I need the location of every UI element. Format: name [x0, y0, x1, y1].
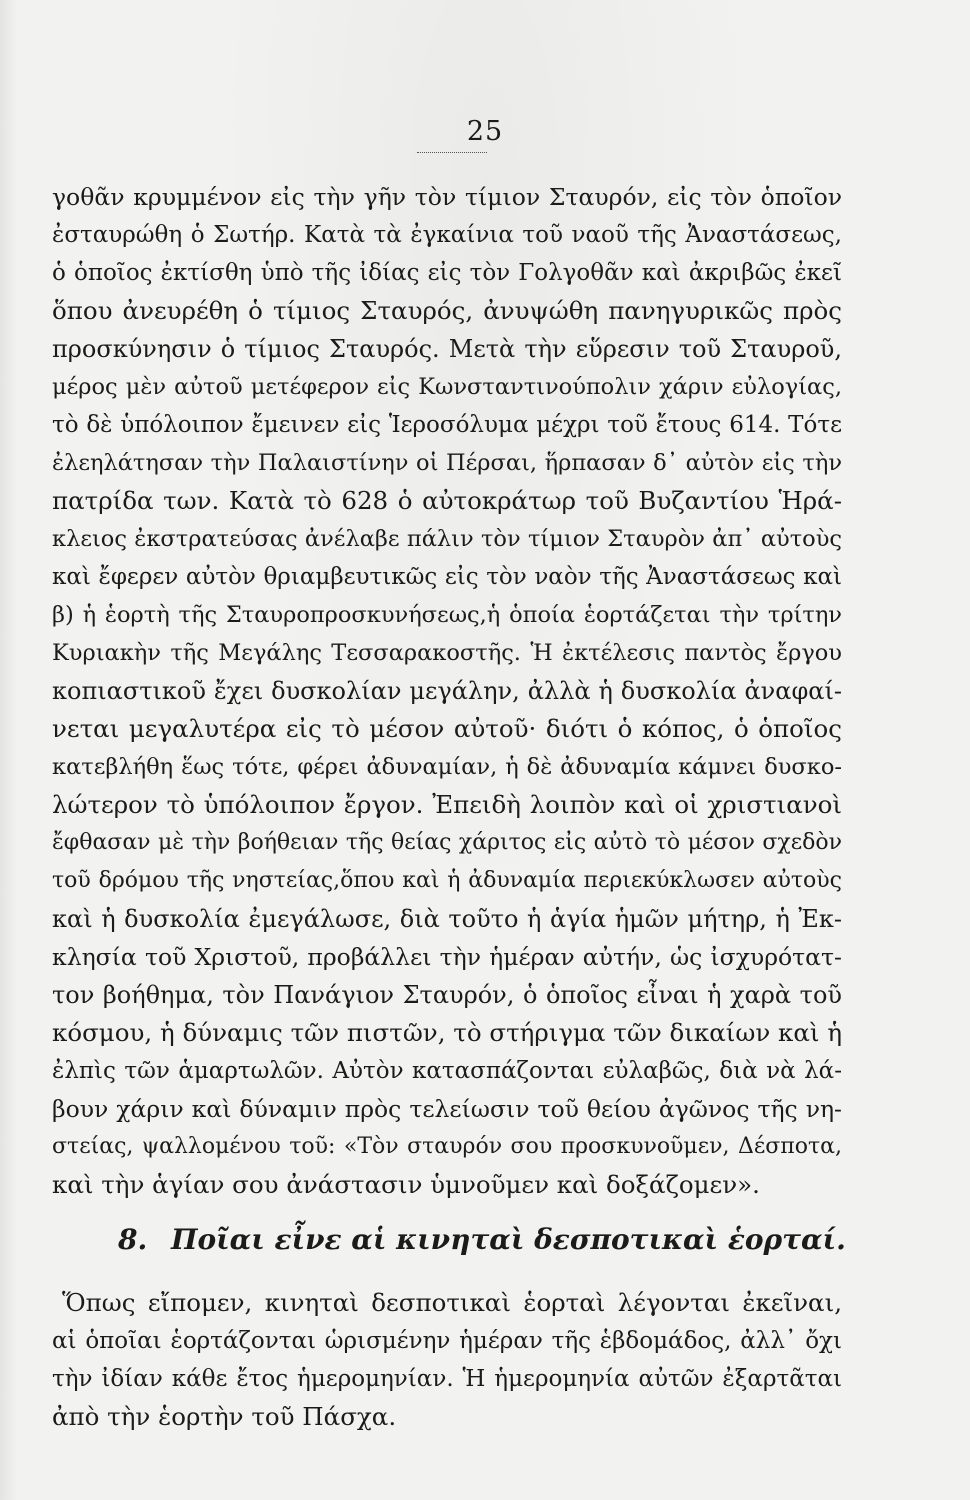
text-line: γοθᾶν κρυμμένον εἰς τὴν γῆν τὸν τίμιον Σταυρόν, εἰς τὸν ὁποῖον — [52, 183, 842, 211]
text-line: τὴν ἰδίαν κάθε ἔτος ἡμερομηνίαν. Ἡ ἡμερομηνία αὐτῶν ἐξαρτᾶται — [52, 1366, 842, 1392]
text-line: λώτερον τὸ ὑπόλοιπον ἔργον. Ἐπειδὴ λοιπὸν καὶ οἱ χριστιανοὶ — [52, 790, 842, 819]
text-line: ὁ ὁποῖος ἐκτίσθη ὑπὸ τῆς ἰδίας εἰς τὸν Γολγοθᾶν καὶ ἀκριβῶς ἐκεῖ — [52, 260, 842, 286]
page-number-rule — [417, 152, 487, 153]
text-line: βουν χάριν καὶ δύναμιν πρὸς τελείωσιν τοῦ θείου ἀγῶνος τῆς νη- — [52, 1095, 842, 1123]
text-line: καὶ τὴν ἁγίαν σου ἀνάστασιν ὑμνοῦμεν καὶ δοξάζομεν». — [52, 1170, 760, 1199]
text-line: προσκύνησιν ὁ τίμιος Σταυρός. Μετὰ τὴν εὕρεσιν τοῦ Σταυροῦ, — [52, 335, 842, 363]
section-title: Ποῖαι εἶνε αἱ κινηταὶ δεσποτικαὶ ἑορταί. — [170, 1223, 846, 1256]
text-line: τοῦ δρόμου τῆς νηστείας,ὅπου καὶ ἡ ἀδυναμία περιεκύκλωσεν αὐτοὺς — [52, 868, 842, 893]
text-line: καὶ ἡ δυσκολία ἐμεγάλωσε, διὰ τοῦτο ἡ ἁγία ἡμῶν μήτηρ, ἡ Ἐκ- — [52, 905, 842, 933]
text-line: ἀπὸ τὴν ἑορτὴν τοῦ Πάσχα. — [52, 1402, 397, 1431]
text-line: ἐλπὶς τῶν ἁμαρτωλῶν. Αὐτὸν κατασπάζονται εὐλαβῶς, διὰ νὰ λά- — [52, 1058, 842, 1084]
text-line: β) ἡ ἑορτὴ τῆς Σταυροπροσκυνήσεως,ἡ ὁποία ἑορτάζεται τὴν τρίτην — [52, 602, 842, 628]
text-line: ὅπου ἀνευρέθη ὁ τίμιος Σταυρός, ἀνυψώθη πανηγυρικῶς πρὸς — [52, 296, 842, 325]
text-line: Κυριακὴν τῆς Μεγάλης Τεσσαρακοστῆς. Ἡ ἐκτέλεσις παντὸς ἔργου — [52, 640, 842, 666]
text-line: κατεβλήθη ἕως τότε, φέρει ἀδυναμίαν, ἡ δὲ ἀδυναμία κάμνει δυσκο- — [52, 754, 842, 780]
text-line: ἔφθασαν μὲ τὴν βοήθειαν τῆς θείας χάριτος εἰς αὐτὸ τὸ μέσον σχεδὸν — [52, 830, 842, 855]
text-line: καὶ ἔφερεν αὐτὸν θριαμβευτικῶς εἰς τὸν ναὸν τῆς Ἀναστάσεως καὶ — [52, 564, 842, 590]
text-line: Ὅπως εἴπομεν, κινηταὶ δεσποτικαὶ ἑορταὶ λέγονται ἐκεῖναι, — [62, 1288, 842, 1317]
text-line: πατρίδα των. Κατὰ τὸ 628 ὁ αὐτοκράτωρ τοῦ Βυζαντίου Ἡρά- — [52, 486, 842, 515]
text-line: τὸ δὲ ὑπόλοιπον ἔμεινεν εἰς Ἱεροσόλυμα μέχρι τοῦ ἔτους 614. Τότε — [52, 412, 842, 438]
page-number: 25 — [466, 116, 504, 147]
text-line: κοπιαστικοῦ ἔχει δυσκολίαν μεγάλην, ἀλλὰ ἡ δυσκολία ἀναφαί- — [52, 677, 842, 705]
section-heading — [118, 1220, 846, 1260]
text-line: κόσμου, ἡ δύναμις τῶν πιστῶν, τὸ στήριγμα τῶν δικαίων καὶ ἡ — [52, 1018, 842, 1047]
text-line: τον βοήθημα, τὸν Πανάγιον Σταυρόν, ὁ ὁποῖος εἶναι ἡ χαρὰ τοῦ — [52, 981, 842, 1009]
text-line: στείας, ψαλλομένου τοῦ: «Τὸν σταυρόν σου προσκυνοῦμεν, Δέσποτα, — [52, 1134, 842, 1159]
text-line: ἐσταυρώθη ὁ Σωτήρ. Κατὰ τὰ ἐγκαίνια τοῦ ναοῦ τῆς Ἀναστάσεως, — [52, 222, 842, 248]
text-line: αἱ ὁποῖαι ἑορτάζονται ὡρισμένην ἡμέραν τῆς ἑβδομάδος, ἀλλ᾽ ὄχι — [52, 1328, 842, 1354]
text-line: κλησία τοῦ Χριστοῦ, προβάλλει τὴν ἡμέραν αὐτήν, ὡς ἰσχυρότατ- — [52, 943, 842, 971]
text-line: μέρος μὲν αὐτοῦ μετέφερον εἰς Κωνσταντινούπολιν χάριν εὐλογίας, — [52, 374, 842, 400]
text-line: ἐλεηλάτησαν τὴν Παλαιστίνην οἱ Πέρσαι, ἥρπασαν δ᾽ αὐτὸν εἰς τὴν — [52, 450, 842, 476]
text-line: νεται μεγαλυτέρα εἰς τὸ μέσον αὐτοῦ· διότι ὁ κόπος, ὁ ὁποῖος — [52, 714, 842, 743]
section-number: 8. — [118, 1223, 148, 1256]
text-line: κλειος ἐκστρατεύσας ἀνέλαβε πάλιν τὸν τίμιον Σταυρὸν ἀπ᾽ αὐτοὺς — [52, 526, 842, 552]
